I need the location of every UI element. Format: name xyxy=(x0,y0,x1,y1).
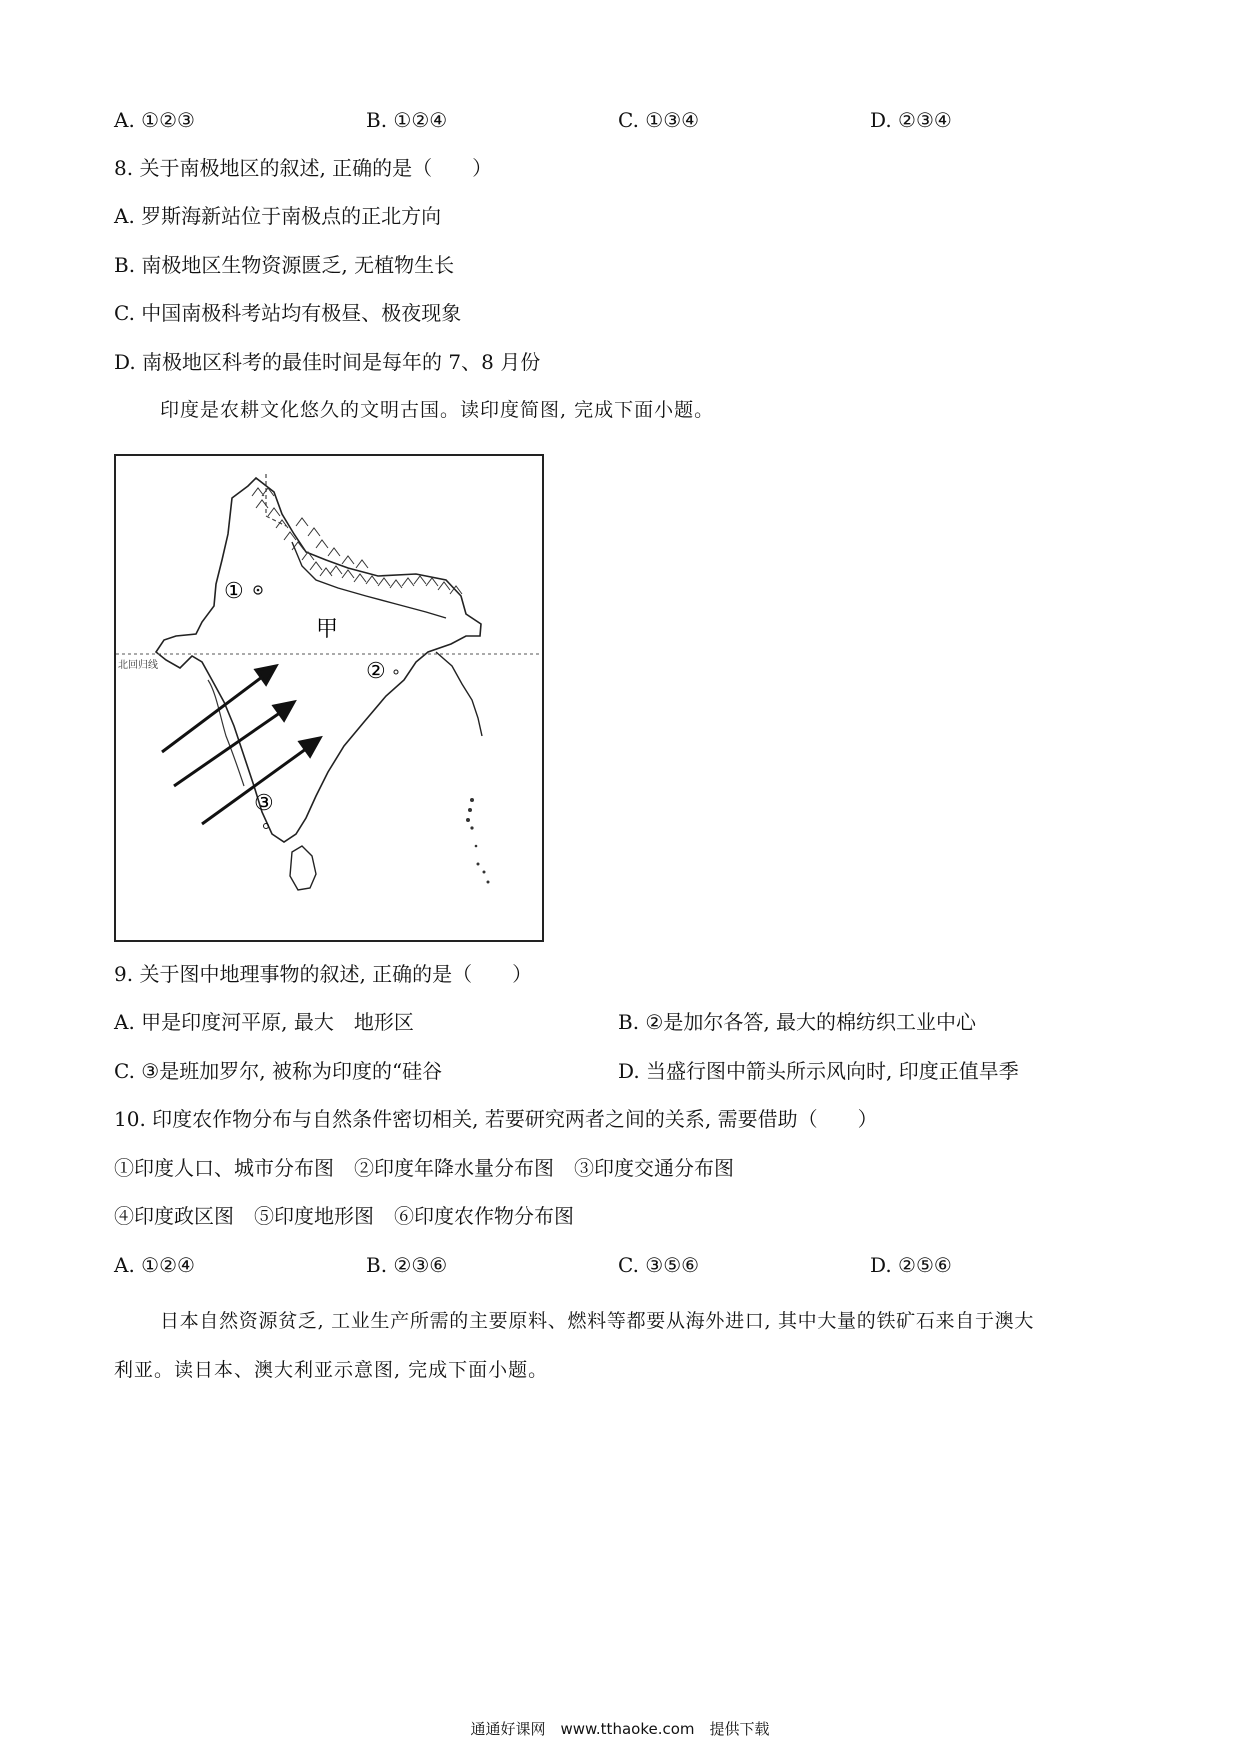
wind-arrow-head xyxy=(274,702,294,720)
label-three: ③ xyxy=(254,791,274,816)
q9-option-d: D. 当盛行图中箭头所示风向时, 印度正值旱季 xyxy=(618,1059,1019,1083)
q8-option-c: C. 中国南极科考站均有极昼、极夜现象 xyxy=(114,301,462,325)
label-one: ① xyxy=(224,579,244,604)
india-outline xyxy=(156,478,481,842)
wind-arrow xyxy=(162,674,266,752)
q8-option-b: B. 南极地区生物资源匮乏, 无植物生长 xyxy=(114,253,455,277)
q9-option-b: B. ②是加尔各答, 最大的棉纺织工业中心 xyxy=(618,1010,977,1034)
wind-arrow xyxy=(174,710,284,786)
city-marker-one-dot xyxy=(257,589,260,592)
india-map xyxy=(114,454,544,942)
mountain-symbols xyxy=(252,488,462,594)
sri-lanka xyxy=(290,846,316,890)
border-line xyxy=(266,474,286,526)
india-intro: 印度是农耕文化悠久的文明古国。读印度简图, 完成下面小题。 xyxy=(160,399,715,421)
wind-arrow-head xyxy=(300,738,320,756)
q7-option-b: B. ①②④ xyxy=(366,108,448,132)
wind-arrow-head xyxy=(256,666,276,684)
q7-option-d: D. ②③④ xyxy=(870,108,952,132)
label-two: ② xyxy=(366,659,386,684)
q10-items-line1: ①印度人口、城市分布图 ②印度年降水量分布图 ③印度交通分布图 xyxy=(114,1156,734,1180)
q7-option-c: C. ①③④ xyxy=(618,108,700,132)
q7-option-a: A. ①②③ xyxy=(114,108,195,132)
q10-option-d: D. ②⑤⑥ xyxy=(870,1253,952,1277)
japan-intro-line1: 日本自然资源贫乏, 工业生产所需的主要原料、燃料等都要从海外进口, 其中大量的铁矿石来自于澳大 xyxy=(160,1310,1035,1332)
coastline xyxy=(436,652,482,736)
page-footer: 通通好课网 www.tthaoke.com 提供下载 xyxy=(470,1720,770,1738)
q10-option-a: A. ①②④ xyxy=(114,1253,195,1277)
city-marker-two xyxy=(394,670,398,674)
label-jia: 甲 xyxy=(316,617,339,642)
tropic-label: 北回归线 xyxy=(118,660,158,671)
japan-intro-line2: 利亚。读日本、澳大利亚示意图, 完成下面小题。 xyxy=(114,1359,549,1381)
q10-stem: 10. 印度农作物分布与自然条件密切相关, 若要研究两者之间的关系, 需要借助（ ） xyxy=(114,1107,878,1131)
q10-option-c: C. ③⑤⑥ xyxy=(618,1253,700,1277)
q9-option-a: A. 甲是印度河平原, 最大 地形区 xyxy=(114,1010,414,1034)
india-map-drawing xyxy=(116,456,542,940)
q9-stem: 9. 关于图中地理事物的叙述, 正确的是（ ） xyxy=(114,962,533,986)
q9-option-c: C. ③是班加罗尔, 被称为印度的“硅谷 xyxy=(114,1059,443,1083)
q10-option-b: B. ②③⑥ xyxy=(366,1253,448,1277)
q8-option-a: A. 罗斯海新站位于南极点的正北方向 xyxy=(114,204,442,228)
q8-stem: 8. 关于南极地区的叙述, 正确的是（ ） xyxy=(114,156,493,180)
q8-option-d: D. 南极地区科考的最佳时间是每年的 7、8 月份 xyxy=(114,350,541,374)
islands xyxy=(466,798,490,884)
q10-items-line2: ④印度政区图 ⑤印度地形图 ⑥印度农作物分布图 xyxy=(114,1204,574,1228)
